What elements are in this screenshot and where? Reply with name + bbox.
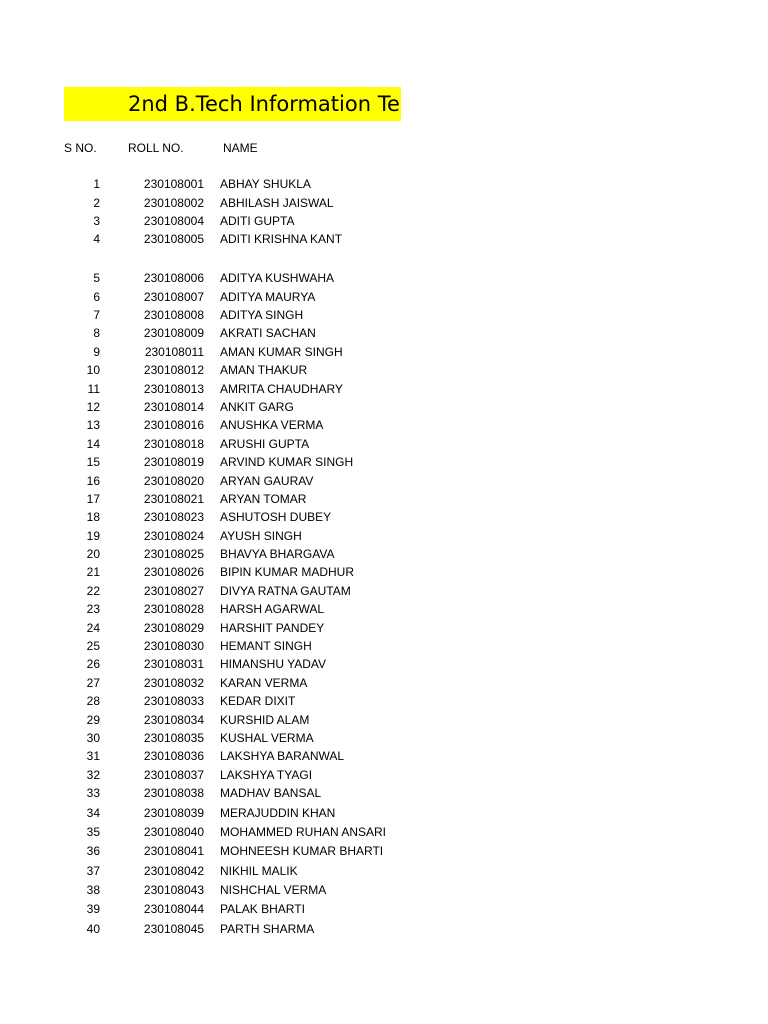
row-name: LAKSHYA TYAGI [220,768,313,782]
row-name: ADITYA MAURYA [220,290,316,304]
table-row [0,343,768,361]
table-row [0,230,768,248]
row-roll-no: 230108031 [143,657,204,671]
row-sno: 11 [87,382,100,396]
row-roll-no: 230108025 [143,547,204,561]
row-name: DIVYA RATNA GAUTAM [220,584,351,598]
table-row [0,306,768,324]
row-sno: 39 [86,902,100,916]
row-roll-no: 230108038 [143,786,204,800]
row-sno: 31 [86,749,100,763]
row-sno: 4 [93,232,100,246]
table-row [0,324,768,342]
row-name: ANKIT GARG [220,400,294,414]
row-name: NIKHIL MALIK [220,864,298,878]
table-row [0,361,768,379]
row-name: KARAN VERMA [220,676,308,690]
table-row [0,269,768,287]
row-roll-no: 230108043 [143,883,204,897]
row-sno: 30 [86,731,100,745]
row-roll-no: 230108029 [143,621,204,635]
table-row [0,900,768,918]
table-row [0,842,768,860]
table-row [0,692,768,710]
table-row [0,380,768,398]
table-row [0,711,768,729]
row-sno: 21 [86,565,100,579]
row-sno: 23 [86,602,100,616]
row-roll-no: 230108021 [143,492,204,506]
table-row [0,582,768,600]
table-row [0,472,768,490]
row-roll-no: 230108040 [143,825,204,839]
table-row [0,804,768,822]
row-name: HIMANSHU YADAV [220,657,327,671]
title-banner [64,87,401,121]
row-roll-no: 230108011 [144,345,204,359]
row-name: KEDAR DIXIT [220,694,296,708]
row-roll-no: 230108041 [143,844,204,858]
row-roll-no: 230108006 [143,271,204,285]
table-row [0,416,768,434]
row-sno: 7 [93,308,100,322]
row-sno: 19 [86,529,100,543]
row-name: KUSHAL VERMA [220,731,314,745]
row-roll-no: 230108026 [143,565,204,579]
row-roll-no: 230108044 [143,902,204,916]
table-row [0,729,768,747]
table-row [0,453,768,471]
row-roll-no: 230108016 [143,418,204,432]
row-sno: 27 [86,676,100,690]
row-name: AKRATI SACHAN [220,326,316,340]
row-roll-no: 230108039 [143,806,204,820]
row-sno: 33 [86,786,100,800]
row-name: ANUSHKA VERMA [220,418,324,432]
row-name: LAKSHYA BARANWAL [220,749,345,763]
row-roll-no: 230108042 [143,864,204,878]
row-sno: 36 [86,844,100,858]
row-sno: 17 [86,492,100,506]
row-name: BIPIN KUMAR MADHUR [220,565,355,579]
row-name: MOHNEESH KUMAR BHARTI [220,844,384,858]
row-roll-no: 230108035 [143,731,204,745]
row-sno: 29 [86,713,100,727]
sheet-title: 2nd B.Tech Information Te [128,92,400,116]
row-name: ABHILASH JAISWAL [220,196,334,210]
row-roll-no: 230108027 [143,584,204,598]
table-row [0,655,768,673]
row-sno: 24 [86,621,100,635]
table-row [0,435,768,453]
table-row [0,920,768,938]
row-roll-no: 230108020 [143,474,204,488]
row-roll-no: 230108024 [143,529,204,543]
table-row [0,490,768,508]
row-name: AMRITA CHAUDHARY [220,382,343,396]
row-sno: 26 [86,657,100,671]
row-sno: 25 [86,639,100,653]
row-sno: 38 [86,883,100,897]
row-sno: 34 [86,806,100,820]
row-roll-no: 230108013 [143,382,204,396]
header-name: NAME [223,141,258,155]
row-roll-no: 230108019 [143,455,204,469]
row-sno: 37 [86,864,100,878]
row-name: ABHAY SHUKLA [220,177,311,191]
row-roll-no: 230108002 [143,196,204,210]
row-name: ARYAN GAURAV [220,474,314,488]
row-roll-no: 230108028 [143,602,204,616]
row-name: KURSHID ALAM [220,713,310,727]
row-sno: 1 [93,177,100,191]
table-row [0,747,768,765]
row-roll-no: 230108004 [143,214,204,228]
row-sno: 16 [86,474,100,488]
row-name: ASHUTOSH DUBEY [220,510,332,524]
row-sno: 18 [86,510,100,524]
table-row [0,674,768,692]
row-name: ARVIND KUMAR SINGH [220,455,354,469]
table-row [0,527,768,545]
table-row [0,784,768,802]
row-sno: 10 [86,363,100,377]
row-roll-no: 230108014 [143,400,204,414]
table-row [0,212,768,230]
table-row [0,862,768,880]
row-roll-no: 230108009 [143,326,204,340]
row-sno: 14 [86,437,100,451]
table-row [0,600,768,618]
table-row [0,823,768,841]
table-row [0,563,768,581]
table-row [0,637,768,655]
table-row [0,398,768,416]
row-name: HEMANT SINGH [220,639,312,653]
row-sno: 12 [86,400,100,414]
row-name: NISHCHAL VERMA [220,883,327,897]
row-roll-no: 230108034 [143,713,204,727]
row-name: MERAJUDDIN KHAN [220,806,336,820]
table-row [0,619,768,637]
row-sno: 13 [86,418,100,432]
row-sno: 28 [86,694,100,708]
row-sno: 5 [93,271,100,285]
table-row [0,545,768,563]
row-roll-no: 230108037 [143,768,204,782]
row-sno: 22 [86,584,100,598]
table-row [0,881,768,899]
row-name: ADITYA KUSHWAHA [220,271,335,285]
row-roll-no: 230108045 [143,922,204,936]
row-sno: 2 [93,196,100,210]
row-name: MADHAV BANSAL [220,786,322,800]
row-roll-no: 230108005 [143,232,204,246]
row-name: AMAN THAKUR [220,363,308,377]
row-sno: 32 [86,768,100,782]
row-name: ADITI GUPTA [220,214,295,228]
table-row [0,766,768,784]
row-sno: 20 [86,547,100,561]
row-name: ARYAN TOMAR [220,492,307,506]
row-sno: 35 [86,825,100,839]
row-sno: 3 [93,214,100,228]
row-name: ARUSHI GUPTA [220,437,310,451]
row-roll-no: 230108023 [143,510,204,524]
header-sno: S NO. [64,141,97,155]
row-roll-no: 230108032 [143,676,204,690]
row-name: PALAK BHARTI [220,902,305,916]
row-name: PARTH SHARMA [220,922,315,936]
row-sno: 40 [86,922,100,936]
row-name: BHAVYA BHARGAVA [220,547,335,561]
row-name: MOHAMMED RUHAN ANSARI [220,825,387,839]
row-roll-no: 230108033 [143,694,204,708]
row-roll-no: 230108007 [143,290,204,304]
row-name: ADITYA SINGH [220,308,304,322]
table-row [0,175,768,193]
row-name: ADITI KRISHNA KANT [220,232,343,246]
header-roll-no: ROLL NO. [128,141,184,155]
table-row [0,288,768,306]
row-roll-no: 230108018 [143,437,204,451]
row-name: AYUSH SINGH [220,529,302,543]
row-sno: 8 [93,326,100,340]
row-name: HARSHIT PANDEY [220,621,325,635]
row-name: HARSH AGARWAL [220,602,325,616]
table-row [0,508,768,526]
row-roll-no: 230108036 [143,749,204,763]
table-row [0,194,768,212]
row-roll-no: 230108012 [143,363,204,377]
row-roll-no: 230108001 [143,177,204,191]
row-name: AMAN KUMAR SINGH [220,345,343,359]
row-roll-no: 230108008 [143,308,204,322]
row-roll-no: 230108030 [143,639,204,653]
row-sno: 6 [93,290,100,304]
row-sno: 9 [93,345,100,359]
row-sno: 15 [86,455,100,469]
